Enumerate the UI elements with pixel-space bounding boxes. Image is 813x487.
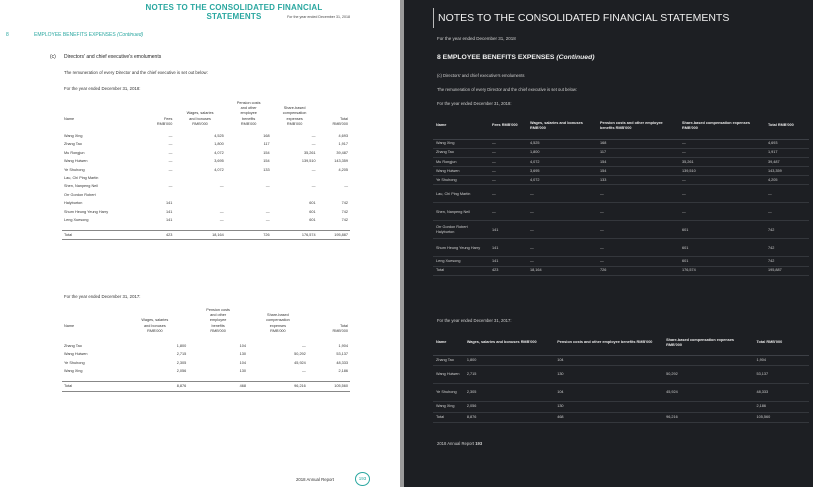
- cell-pension: 130: [554, 402, 663, 413]
- cell-name: Orr Gordon Robert: [64, 192, 96, 197]
- table-row: [62, 149, 350, 157]
- t-header-share: Share-based compensation expenses RMB'000: [663, 331, 753, 355]
- cell-total: 1,917: [338, 142, 348, 147]
- cell-share: [272, 191, 318, 199]
- cell-name: Ye Shuhong: [433, 384, 464, 402]
- cell-share: [272, 174, 318, 182]
- cell-share: 601: [679, 221, 765, 239]
- table-row: [433, 167, 809, 176]
- cell-wages: 4,525: [527, 139, 597, 148]
- subsection-title: Directors' and chief executive's emoluments: [64, 54, 162, 60]
- cell-total: —: [344, 184, 348, 189]
- header-fees: Fees: [163, 116, 173, 121]
- table-row: [62, 174, 350, 182]
- emoluments-table-2017: [62, 308, 350, 392]
- cell-share: 35,261: [303, 150, 316, 155]
- header-share-line3: expenses: [269, 323, 287, 328]
- total-wages: 18,164: [527, 266, 597, 275]
- cell-share: 601: [679, 257, 765, 266]
- total-name: Total: [62, 230, 142, 239]
- cell-fees: [142, 191, 174, 199]
- header-unit: RMB'000: [210, 328, 226, 333]
- cell-name: Leng Xuesong: [64, 218, 89, 223]
- cell-wages: 1,800: [214, 142, 224, 147]
- header-pension-line1: Pension costs: [236, 101, 261, 105]
- intro-text: The remuneration of every Director and the chief executive is set out below:: [64, 70, 208, 75]
- cell-wages: —: [527, 239, 597, 257]
- total-fees: 423: [142, 230, 174, 239]
- cell-share: 45,924: [294, 360, 306, 365]
- cell-name: Lau, Chi Ping Martin: [433, 185, 489, 203]
- cell-wages: —: [219, 209, 224, 214]
- total-share: 96,216: [663, 412, 753, 423]
- t-header-pension: Pension costs and other employee benefits RMB'000: [597, 113, 679, 139]
- table-row: [433, 148, 809, 157]
- cell-pension: —: [597, 257, 679, 266]
- header-unit: RMB'000: [332, 121, 348, 126]
- cell-total: 1,917: [765, 148, 809, 157]
- transcription-intro: The remuneration of every Director and the chief executive is set out below:: [437, 87, 578, 92]
- cell-fees: —: [168, 134, 173, 139]
- table-row: [62, 157, 350, 165]
- cell-name: Mu Rongjun: [64, 150, 85, 155]
- table-row: [433, 203, 809, 221]
- cell-share: —: [679, 185, 765, 203]
- cell-pension: 154: [263, 150, 270, 155]
- cell-name: Zhang Tao: [433, 148, 489, 157]
- total-total: 195,887: [318, 230, 350, 239]
- cell-name: Orr Gordon Robert Halyburton: [433, 221, 489, 239]
- cell-name: Lau, Chi Ping Martin: [64, 176, 99, 181]
- table-row: [62, 199, 350, 207]
- total-name: Total: [433, 266, 489, 275]
- total-wages: 8,876: [464, 412, 554, 423]
- year-2018-label: For the year ended December 31, 2018:: [64, 86, 141, 91]
- total-name: Total: [62, 382, 121, 391]
- cell-name: Wang Huiwen: [433, 366, 464, 384]
- cell-pension: [226, 199, 272, 207]
- cell-pension: —: [597, 185, 679, 203]
- cell-share: —: [679, 139, 765, 148]
- cell-total: 4,205: [765, 176, 809, 185]
- table-row: [62, 208, 350, 216]
- t-header-total: Total RMB'000: [765, 113, 809, 139]
- cell-name: Wang Xing: [64, 369, 83, 374]
- t-header-wages: Wages, salaries and bonuses RMB'000: [464, 331, 554, 355]
- t-header-name: Name: [433, 331, 464, 355]
- total-fees: 423: [489, 266, 527, 275]
- cell-total: [318, 174, 350, 182]
- cell-name: Leng Xuesong: [433, 257, 489, 266]
- year-2017-label: For the year ended December 31, 2017:: [64, 294, 141, 299]
- cell-total: 143,359: [334, 159, 348, 164]
- cell-pension: 130: [554, 366, 663, 384]
- header-wages-line1: Wages, salaries: [141, 318, 169, 323]
- cell-total: —: [765, 185, 809, 203]
- cell-total: 4,693: [338, 134, 348, 139]
- cell-total: 4,205: [338, 167, 348, 172]
- header-share-line2: compensation: [266, 318, 290, 323]
- total-pension: 726: [226, 230, 272, 239]
- section-continued: (Continued): [117, 32, 144, 38]
- cell-fees: [142, 174, 174, 182]
- t-header-name: Name: [433, 113, 489, 139]
- cell-fees: 141: [166, 201, 173, 206]
- cell-total: [318, 191, 350, 199]
- total-total: 195,887: [765, 266, 809, 275]
- page-number-badge: 193: [355, 472, 370, 486]
- cell-wages: 4,525: [214, 134, 224, 139]
- table-row: [433, 366, 809, 384]
- table-row: [62, 182, 350, 190]
- section-title: EMPLOYEE BENEFITS EXPENSES: [34, 32, 116, 38]
- cell-wages: 1,800: [464, 355, 554, 366]
- cell-fees: —: [489, 148, 527, 157]
- cell-name: Shum Heung Yeung Harry: [433, 239, 489, 257]
- transcription-section-continued: (Continued): [556, 54, 595, 61]
- cell-pension: 154: [263, 159, 270, 164]
- cell-fees: —: [489, 139, 527, 148]
- total-row: [62, 382, 350, 391]
- table-row: [62, 342, 350, 350]
- transcription-year-2017: For the year ended December 31, 2017:: [437, 318, 512, 323]
- header-wages-line1: Wages, salaries: [186, 111, 214, 116]
- cell-name: Wang Huiwen: [433, 167, 489, 176]
- cell-name: Shen, Nanpeng Neil: [64, 184, 98, 189]
- t-header-pension: Pension costs and other employee benefits RMB'000: [554, 331, 663, 355]
- cell-name: Wang Huiwen: [64, 352, 88, 357]
- cell-wages: —: [527, 203, 597, 221]
- cell-name: Shum Heung Yeung Harry: [64, 209, 109, 214]
- table-row: [433, 221, 809, 239]
- total-name: Total: [433, 412, 464, 423]
- total-pension: 468: [188, 382, 248, 391]
- cell-total: —: [765, 203, 809, 221]
- cell-name: Halyburton: [64, 201, 83, 206]
- transcription-subsection: (c) Directors' and chief executive's emoluments: [437, 73, 525, 78]
- header-wages-line2: and bonuses: [189, 116, 211, 121]
- cell-wages: 3,695: [527, 167, 597, 176]
- cell-share: 139,510: [679, 167, 765, 176]
- t-header-total: Total RMB'000: [753, 331, 809, 355]
- header-pension-line4: benefits: [242, 116, 256, 121]
- cell-fees: —: [168, 159, 173, 164]
- cell-name: Shen, Nanpeng Neil: [433, 203, 489, 221]
- cell-share: 601: [309, 218, 316, 223]
- cell-share: —: [679, 148, 765, 157]
- cell-total: 39,487: [765, 157, 809, 166]
- printed-page-pane: [0, 0, 400, 487]
- cell-fees: —: [168, 150, 173, 155]
- transcription-footer-text: 2018 Annual Report: [437, 441, 475, 446]
- cell-total: 742: [341, 209, 348, 214]
- cell-fees: —: [489, 203, 527, 221]
- cell-total: 143,359: [765, 167, 809, 176]
- cell-total: 742: [341, 218, 348, 223]
- cell-total: 48,333: [336, 360, 348, 365]
- t-header-share: Share-based compensation expenses RMB'000: [679, 113, 765, 139]
- cell-share: —: [311, 184, 316, 189]
- cell-total: 48,333: [753, 384, 809, 402]
- cell-share: 45,924: [663, 384, 753, 402]
- cell-total: 53,137: [753, 366, 809, 384]
- total-total: 105,560: [308, 382, 350, 391]
- cell-share: [663, 355, 753, 366]
- cell-share: 139,510: [301, 159, 316, 164]
- cell-share: 50,292: [294, 352, 306, 357]
- header-total: Total: [339, 116, 348, 121]
- transcription-section: [437, 54, 595, 61]
- cell-wages: 2,056: [176, 369, 187, 374]
- transcription-footer-page: 193: [475, 441, 483, 446]
- cell-total: 53,137: [336, 352, 348, 357]
- header-pension-line2: and other: [240, 106, 257, 111]
- cell-total: 742: [765, 221, 809, 239]
- cell-share: [663, 402, 753, 413]
- cell-fees: 141: [489, 257, 527, 266]
- table-row: [433, 239, 809, 257]
- cell-total: 742: [765, 257, 809, 266]
- cell-total: 742: [341, 201, 348, 206]
- cell-wages: 4,072: [527, 176, 597, 185]
- page-header-title: NOTES TO THE CONSOLIDATED FINANCIAL STATEMENTS: [145, 3, 323, 21]
- header-pension-line3: employee: [209, 318, 227, 323]
- cell-fees: —: [489, 157, 527, 166]
- cell-wages: [174, 199, 225, 207]
- cell-share: 35,261: [679, 157, 765, 166]
- cell-total: 1,904: [753, 355, 809, 366]
- cell-pension: 168: [597, 139, 679, 148]
- total-share: 176,574: [272, 230, 318, 239]
- transcription-title: NOTES TO THE CONSOLIDATED FINANCIAL STATEMENTS: [433, 8, 729, 28]
- cell-pension: 104: [554, 384, 663, 402]
- cell-pension: 117: [597, 148, 679, 157]
- cell-fees: —: [489, 185, 527, 203]
- cell-total: 2,186: [338, 369, 348, 374]
- cell-total: 39,487: [336, 150, 348, 155]
- cell-pension: —: [597, 239, 679, 257]
- page-header-subtitle: For the year ended December 31, 2018: [287, 15, 350, 19]
- table-row: [62, 216, 350, 224]
- cell-share: 601: [679, 239, 765, 257]
- cell-fees: —: [168, 167, 173, 172]
- cell-pension: —: [597, 203, 679, 221]
- header-unit: RMB'000: [192, 121, 208, 126]
- header-share-line1: Share-based: [267, 313, 289, 318]
- cell-pension: 104: [239, 360, 247, 365]
- cell-total: 2,186: [753, 402, 809, 413]
- cell-wages: —: [527, 221, 597, 239]
- cell-wages: —: [219, 218, 224, 223]
- table-row: [62, 191, 350, 199]
- total-row: [62, 230, 350, 239]
- cell-share: 50,292: [663, 366, 753, 384]
- cell-share: —: [311, 134, 316, 139]
- cell-fees: 141: [489, 239, 527, 257]
- transcription-year-2018: For the year ended December 31, 2018:: [437, 101, 512, 106]
- cell-total: 1,904: [338, 344, 348, 349]
- cell-name: Zhang Tao: [433, 355, 464, 366]
- cell-share: 601: [309, 209, 316, 214]
- cell-wages: 1,800: [176, 344, 187, 349]
- cell-name: Wang Xing: [433, 139, 489, 148]
- total-wages: 8,876: [121, 382, 188, 391]
- cell-wages: [174, 174, 225, 182]
- emoluments-table-2018: [62, 101, 350, 240]
- cell-pension: —: [265, 184, 270, 189]
- table-row: [433, 157, 809, 166]
- header-unit: RMB'000: [286, 121, 303, 126]
- total-pension: 726: [597, 266, 679, 275]
- cell-name: Ye Shuhong: [433, 176, 489, 185]
- table-row: [433, 402, 809, 413]
- cell-wages: 3,695: [214, 159, 224, 164]
- cell-total: 742: [765, 239, 809, 257]
- header-pension-line2: and other: [210, 313, 227, 318]
- header-unit: RMB'000: [156, 121, 173, 126]
- total-wages: 18,164: [174, 230, 225, 239]
- cell-pension: 154: [597, 167, 679, 176]
- header-unit: RMB'000: [147, 328, 163, 333]
- cell-name: Wang Xing: [433, 402, 464, 413]
- table-row: [62, 166, 350, 174]
- total-pension: 468: [554, 412, 663, 423]
- header-name: Name: [64, 323, 75, 328]
- cell-fees: —: [489, 167, 527, 176]
- cell-pension: —: [265, 218, 270, 223]
- cell-pension: 154: [597, 157, 679, 166]
- header-unit: RMB'000: [270, 328, 286, 333]
- cell-wages: 4,072: [214, 150, 224, 155]
- cell-name: Wang Huiwen: [64, 159, 88, 164]
- total-row: [433, 266, 809, 275]
- table-row: [433, 257, 809, 266]
- cell-wages: 2,305: [464, 384, 554, 402]
- cell-pension: [226, 191, 272, 199]
- header-name: Name: [64, 116, 75, 121]
- cell-fees: 141: [166, 209, 173, 214]
- subsection-key: (c): [50, 54, 56, 60]
- table-row: [433, 139, 809, 148]
- cell-wages: 2,715: [464, 366, 554, 384]
- t-header-wages: Wages, salaries and bonuses RMB'000: [527, 113, 597, 139]
- transcription-table-2018: [433, 113, 809, 276]
- cell-wages: —: [527, 185, 597, 203]
- header-unit: RMB'000: [332, 328, 348, 333]
- cell-share: —: [302, 344, 306, 349]
- transcription-subtitle: For the year ended December 31, 2018: [437, 36, 516, 41]
- cell-name: Ye Shuhong: [64, 167, 85, 172]
- cell-total: 4,693: [765, 139, 809, 148]
- cell-wages: 1,800: [527, 148, 597, 157]
- transcription-section-title: 8 EMPLOYEE BENEFITS EXPENSES: [437, 54, 555, 61]
- cell-share: —: [679, 203, 765, 221]
- total-row: [433, 412, 809, 423]
- cell-name: Mu Rongjun: [433, 157, 489, 166]
- table-row: [433, 355, 809, 366]
- cell-pension: 130: [239, 352, 247, 357]
- cell-share: —: [311, 142, 316, 147]
- cell-share: —: [311, 167, 316, 172]
- cell-pension: [226, 174, 272, 182]
- transcription-pane: [404, 0, 813, 487]
- cell-pension: 104: [239, 344, 247, 349]
- cell-pension: 133: [597, 176, 679, 185]
- transcription-footer: [437, 441, 482, 446]
- cell-wages: 2,305: [176, 360, 187, 365]
- t-header-fees: Fees RMB'000: [489, 113, 527, 139]
- header-total: Total: [339, 323, 348, 328]
- header-pension-line4: benefits: [211, 323, 225, 328]
- section-heading: [6, 32, 144, 38]
- cell-wages: 4,072: [527, 157, 597, 166]
- page-footer: 2018 Annual Report: [296, 477, 334, 482]
- table-row: [62, 140, 350, 148]
- cell-wages: 2,715: [176, 352, 187, 357]
- cell-pension: 168: [263, 134, 270, 139]
- cell-wages: 2,056: [464, 402, 554, 413]
- cell-fees: —: [168, 184, 173, 189]
- cell-wages: [174, 191, 225, 199]
- table-row: [62, 367, 350, 375]
- cell-name: Wang Xing: [64, 134, 83, 139]
- cell-share: —: [302, 369, 306, 374]
- table-row: [62, 132, 350, 140]
- cell-pension: 104: [554, 355, 663, 366]
- header-unit: RMB'000: [240, 121, 257, 126]
- header-pension-line3: employee: [240, 111, 257, 116]
- header-pension-line1: Pension costs: [206, 308, 230, 312]
- total-share: 96,216: [248, 382, 308, 391]
- cell-wages: 4,072: [214, 167, 224, 172]
- transcription-table-2017: [433, 331, 809, 423]
- table-row: [433, 384, 809, 402]
- header-wages-line2: and bonuses: [143, 323, 166, 328]
- header-share-line3: expenses: [286, 116, 303, 121]
- cell-fees: 141: [166, 218, 173, 223]
- header-share-line2: compensation: [282, 111, 307, 116]
- header-share-line1: Share-based: [283, 106, 306, 111]
- cell-name: Zhang Tao: [64, 142, 82, 147]
- cell-pension: —: [597, 221, 679, 239]
- cell-wages: —: [219, 184, 224, 189]
- cell-name: Zhang Tao: [64, 344, 82, 349]
- cell-fees: —: [489, 176, 527, 185]
- cell-share: 601: [309, 201, 316, 206]
- cell-fees: 141: [489, 221, 527, 239]
- total-total: 105,560: [753, 412, 809, 423]
- cell-wages: —: [527, 257, 597, 266]
- cell-name: Ye Shuhong: [64, 360, 85, 365]
- total-share: 176,574: [679, 266, 765, 275]
- table-row: [433, 176, 809, 185]
- table-row: [62, 359, 350, 367]
- cell-pension: 130: [239, 369, 247, 374]
- table-row: [433, 185, 809, 203]
- table-row: [62, 350, 350, 358]
- cell-pension: 133: [263, 167, 270, 172]
- cell-fees: —: [168, 142, 173, 147]
- cell-pension: —: [265, 209, 270, 214]
- section-number: 8: [6, 32, 9, 38]
- cell-share: —: [679, 176, 765, 185]
- cell-pension: 117: [263, 142, 270, 147]
